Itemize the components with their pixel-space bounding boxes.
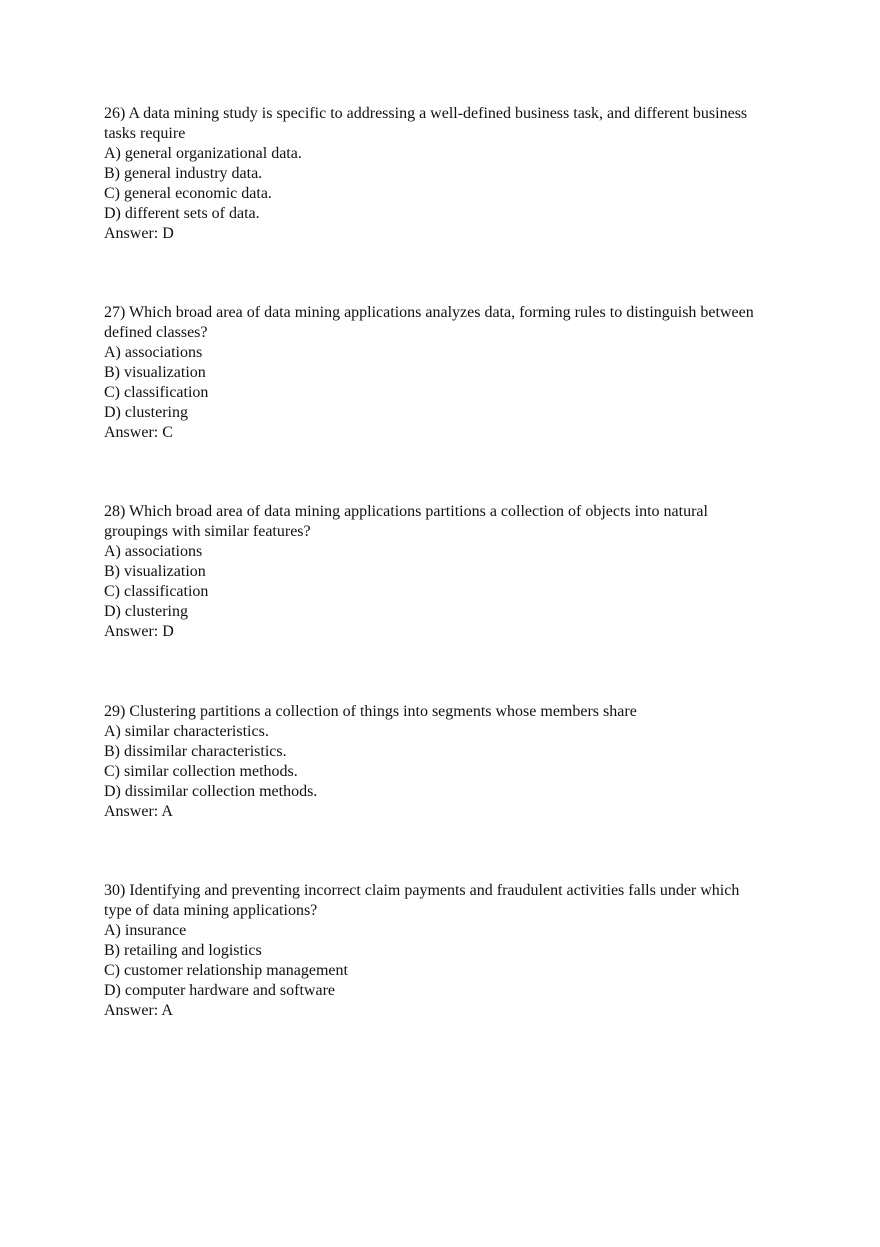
- option-c: C) general economic data.: [104, 185, 272, 202]
- option-b: B) general industry data.: [104, 165, 263, 182]
- option-b: B) retailing and logistics: [104, 942, 262, 959]
- option-a: A) insurance: [104, 922, 187, 939]
- option-b: B) visualization: [104, 563, 206, 580]
- option-d: D) clustering: [104, 404, 188, 421]
- question-27: [104, 303, 784, 443]
- question-29: [104, 702, 784, 822]
- option-c: C) customer relationship management: [104, 962, 348, 979]
- question-stem: 30) Identifying and preventing incorrect claim payments and fraudulent activities falls under which type of data mining applications?: [104, 882, 740, 919]
- option-d: D) different sets of data.: [104, 205, 260, 222]
- question-30: [104, 881, 784, 1021]
- answer-line: Answer: D: [104, 623, 174, 640]
- option-a: A) associations: [104, 344, 203, 361]
- question-stem: 29) Clustering partitions a collection of things into segments whose members share: [104, 703, 637, 720]
- question-28: [104, 502, 784, 642]
- answer-line: Answer: A: [104, 803, 173, 820]
- option-b: B) dissimilar characteristics.: [104, 743, 287, 760]
- question-stem: 27) Which broad area of data mining applications analyzes data, forming rules to distinguish between defined classes?: [104, 304, 754, 341]
- question-26: [104, 104, 784, 244]
- option-c: C) classification: [104, 583, 209, 600]
- option-c: C) similar collection methods.: [104, 763, 298, 780]
- option-a: A) similar characteristics.: [104, 723, 269, 740]
- answer-line: Answer: A: [104, 1002, 173, 1019]
- option-a: A) general organizational data.: [104, 145, 302, 162]
- option-b: B) visualization: [104, 364, 206, 381]
- answer-line: Answer: C: [104, 424, 173, 441]
- option-d: D) dissimilar collection methods.: [104, 783, 318, 800]
- option-c: C) classification: [104, 384, 209, 401]
- document-page: [104, 104, 784, 1080]
- option-a: A) associations: [104, 543, 203, 560]
- question-stem: 26) A data mining study is specific to addressing a well-defined business task, and different business tasks require: [104, 105, 748, 142]
- answer-line: Answer: D: [104, 225, 174, 242]
- option-d: D) clustering: [104, 603, 188, 620]
- option-d: D) computer hardware and software: [104, 982, 336, 999]
- question-stem: 28) Which broad area of data mining applications partitions a collection of objects into natural groupings with similar features?: [104, 503, 708, 540]
